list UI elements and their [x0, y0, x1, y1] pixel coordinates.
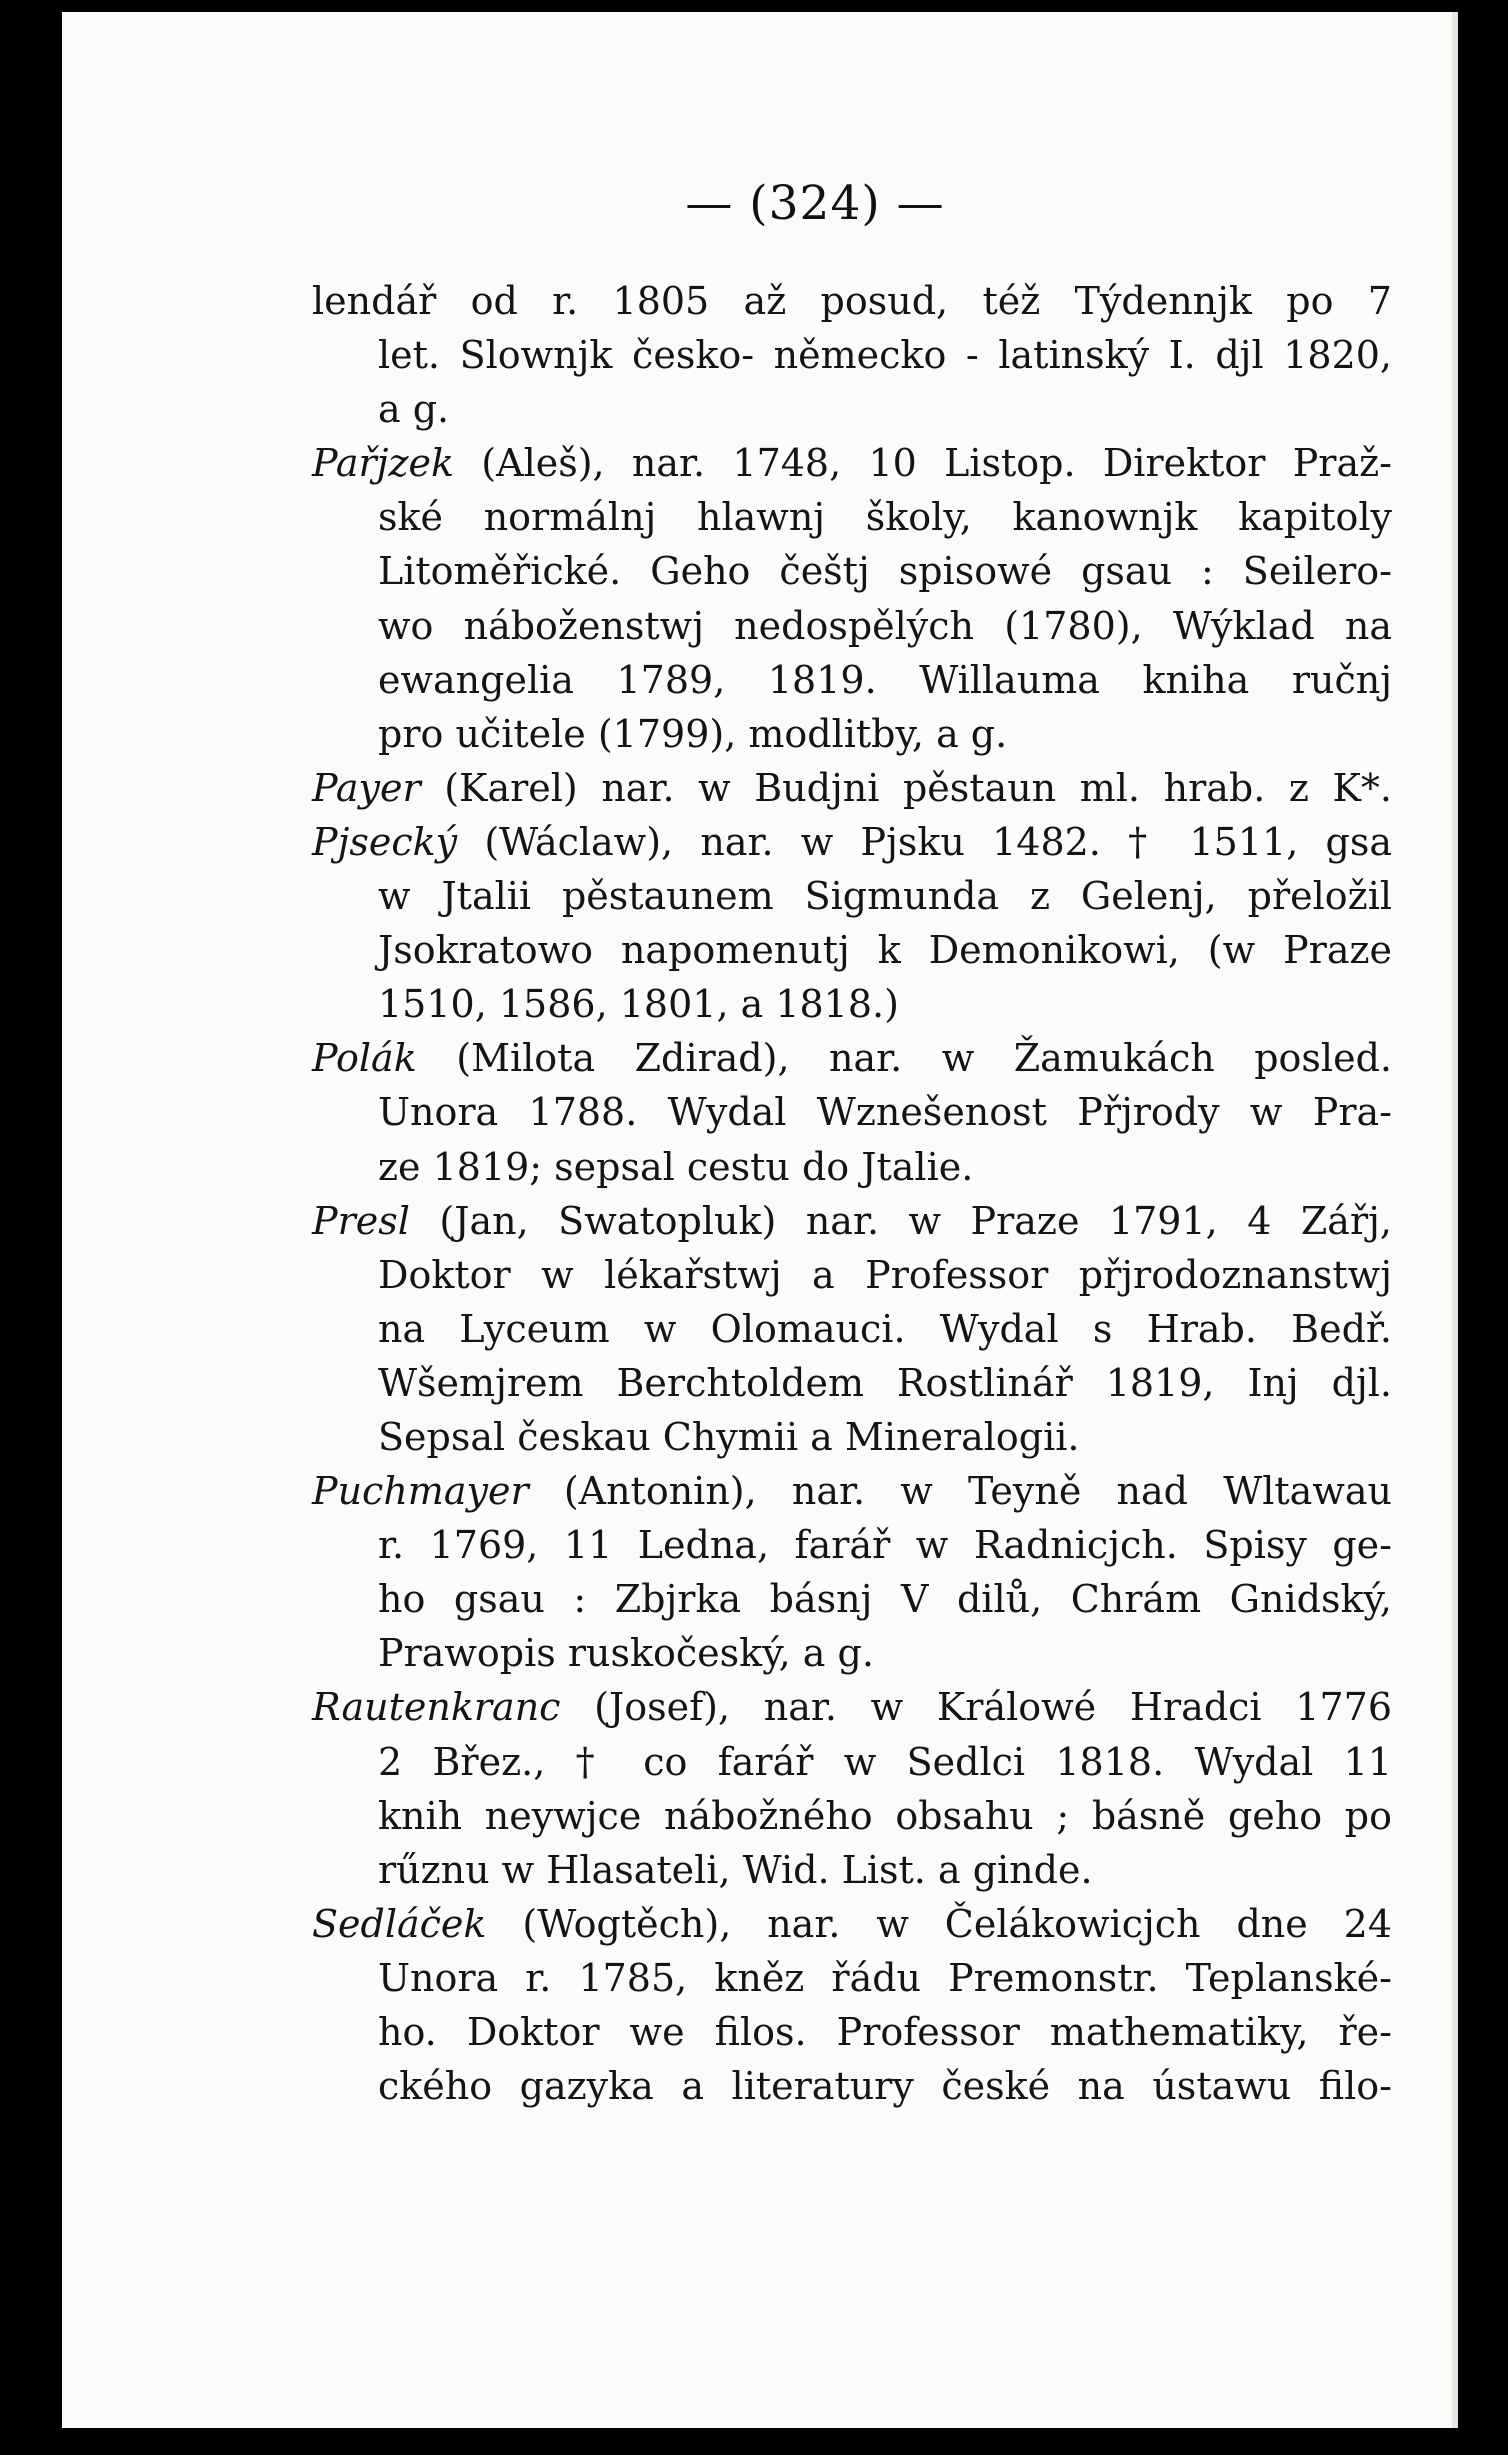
page-text: [312, 274, 1392, 2113]
entry-name: Payer: [312, 765, 421, 810]
text-line: lendář od r. 1805 až posud, též Týdennjk po 7: [312, 279, 1392, 323]
entry-first-line: [312, 761, 1392, 815]
entry-first-line: [312, 1031, 1392, 1085]
entry-name: Pjsecký: [312, 819, 458, 864]
page-edge-shadow: [1452, 12, 1458, 2428]
entry-first-line: [312, 1194, 1392, 1248]
text-line: let. Slownjk česko- německo - latinský I. djl 1820,: [378, 333, 1392, 378]
text-line: 1510, 1586, 1801, a 1818.): [378, 982, 899, 1027]
text-line: ze 1819; sepsal cestu do Jtalie.: [378, 1144, 974, 1189]
entry-text: (Wáclaw), nar. w Pjsku 1482. † 1511, gsa: [484, 819, 1392, 864]
entry-text: (Antonin), nar. w Teyně nad Wltawau: [563, 1469, 1392, 1514]
text-line: a g.: [378, 387, 450, 432]
text-line: ewangelia 1789, 1819. Willauma kniha ručnj: [378, 657, 1392, 702]
entry-name: Rautenkranc: [312, 1685, 561, 1730]
text-line: Doktor w lékařstwj a Professor přjrodoznanstwj: [378, 1252, 1392, 1297]
text-line: na Lyceum w Olomauci. Wydal s Hrab. Bedř.: [378, 1306, 1392, 1351]
text-line: Wšemjrem Berchtoldem Rostlinář 1819, Inj djl.: [378, 1360, 1392, 1405]
entry-first-line: [312, 436, 1392, 490]
entry-text: (Karel) nar. w Budjni pěstaun ml. hrab. z K*.: [444, 765, 1392, 810]
text-line: Litoměřické. Geho češtj spisowé gsau : Seilero-: [378, 549, 1392, 594]
text-line: knih neywjce nábožného obsahu ; básně geho po: [378, 1793, 1392, 1838]
entry-name: Presl: [312, 1198, 410, 1243]
entry-name: Pařjzek: [312, 441, 454, 486]
text-line: ho gsau : Zbjrka básnj V dilů, Chrám Gnidský,: [378, 1577, 1392, 1622]
text-line: w Jtalii pěstaunem Sigmunda z Gelenj, přeložil: [378, 874, 1392, 919]
text-line: 2 Břez., † co farář w Sedlci 1818. Wydal 11: [378, 1739, 1392, 1784]
text-line: Prawopis ruskočeský, a g.: [378, 1631, 874, 1676]
text-line: rűznu w Hlasateli, Wid. List. a ginde.: [378, 1847, 1093, 1892]
text-line: Jsokratowo napomenutj k Demonikowi, (w Praze: [378, 928, 1392, 973]
book-page: [62, 12, 1458, 2428]
entry-name: Puchmayer: [312, 1469, 529, 1514]
entry-text: (Jan, Swatopluk) nar. w Praze 1791, 4 Zářj,: [439, 1198, 1392, 1243]
text-line: r. 1769, 11 Ledna, farář w Radnicjch. Spisy ge-: [378, 1523, 1392, 1568]
entry-text: (Josef), nar. w Králowé Hradci 1776: [594, 1685, 1392, 1730]
entry-name: Sedláček: [312, 1901, 487, 1946]
entry-text: (Wogtěch), nar. w Čelákowicjch dne 24: [522, 1901, 1392, 1946]
text-line: Sepsal českau Chymii a Mineralogii.: [378, 1414, 1080, 1459]
text-line: Unora r. 1785, kněz řádu Premonstr. Teplanské-: [378, 1955, 1392, 2000]
text-line: ho. Doktor we filos. Professor mathematiky, ře-: [378, 2010, 1392, 2054]
entry-first-line: [312, 1464, 1392, 1518]
text-line: pro učitele (1799), modlitby, a g.: [378, 711, 1008, 756]
entry-first-line: [312, 1680, 1392, 1734]
entry-text: (Milota Zdirad), nar. w Žamukách posled.: [456, 1036, 1392, 1081]
entry-name: Polák: [312, 1036, 417, 1081]
page-number: — (324) —: [685, 176, 945, 231]
text-line: wo náboženstwj nedospělých (1780), Wýklad na: [378, 603, 1392, 648]
text-line: ckého gazyka a literatury české na ústawu filo-: [378, 2064, 1392, 2109]
text-line: ské normálnj hlawnj školy, kanownjk kapitoly: [378, 495, 1392, 540]
entry-text: (Aleš), nar. 1748, 10 Listop. Direktor Praž-: [481, 441, 1392, 486]
entry-first-line: [312, 815, 1392, 869]
entry-first-line: [312, 1897, 1392, 1951]
text-line: Unora 1788. Wydal Wznešenost Přjrody w Pra-: [378, 1090, 1392, 1135]
